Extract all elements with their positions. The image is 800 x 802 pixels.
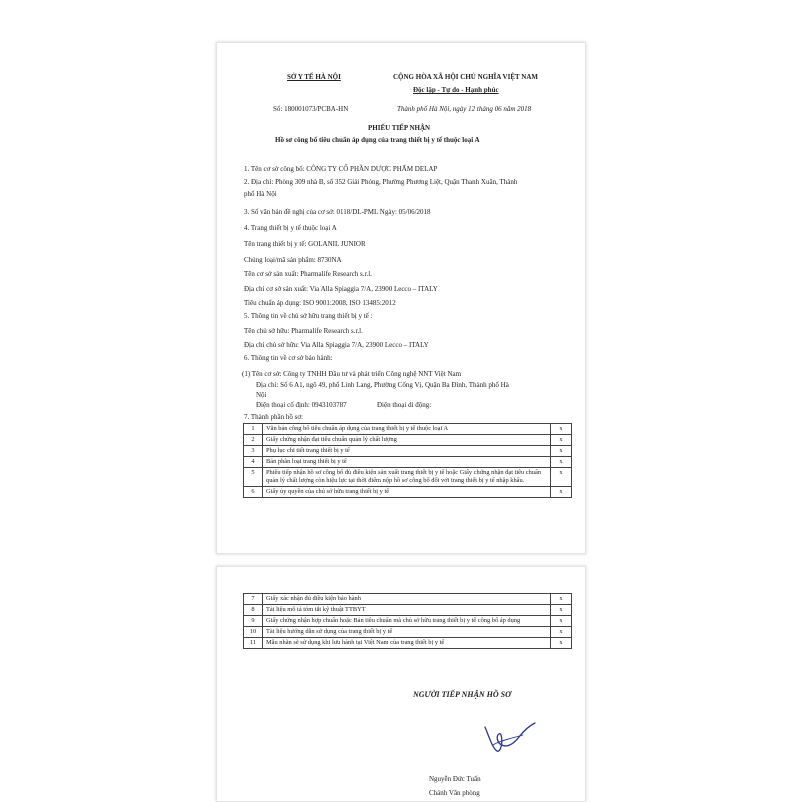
row-check-mark: x xyxy=(551,638,572,649)
row-description: Giấy xác nhận đủ điều kiện bảo hành xyxy=(263,594,551,605)
receiver-title: NGƯỜI TIẾP NHẬN HỒ SƠ xyxy=(413,690,511,699)
reference-number: Số: 180001073/PCBA-HN xyxy=(273,105,349,113)
row-number: 11 xyxy=(244,638,263,649)
row-check-mark: x xyxy=(551,605,572,616)
table-row xyxy=(244,605,572,616)
row-number: 7 xyxy=(244,594,263,605)
components-table xyxy=(243,423,572,498)
body-line: 2. Địa chỉ: Phòng 309 nhà B, số 352 Giải Phóng, Phường Phương Liệt, Quận Thanh Xuân, Thành xyxy=(244,178,518,186)
warranty-address: Địa chỉ: Số 6 A1, ngõ 49, phố Linh Lang, Phường Cống Vị, Quận Ba Đình, Thành phố Hà xyxy=(256,381,509,389)
row-check-mark: x xyxy=(551,446,572,457)
table-row xyxy=(244,435,572,446)
body-line: Địa chỉ cơ sở sản xuất: Via Alla Spiaggia 7/A, 23900 Lecco – ITALY xyxy=(244,285,438,293)
row-description: Giấy chứng nhận đạt tiêu chuẩn quản lý chất lượng xyxy=(263,435,551,446)
row-number: 2 xyxy=(244,435,263,446)
body-line: 1. Tên cơ sở công bố: CÔNG TY CỔ PHẦN DƯỢC PHẨM DELAP xyxy=(244,165,438,173)
warranty-phone: Điện thoại cố định: 0943103787 xyxy=(256,401,347,409)
row-description: Tài liệu hướng dẫn sử dụng của trang thiết bị y tế xyxy=(263,627,551,638)
row-number: 10 xyxy=(244,627,263,638)
body-line: 6. Thông tin về cơ sở bảo hành: xyxy=(244,354,333,362)
row-number: 1 xyxy=(244,424,263,435)
body-line: Tên cơ sở sản xuất: Pharmalife Research s.r.l. xyxy=(244,270,372,278)
signature-image xyxy=(479,715,539,759)
table-row xyxy=(244,638,572,649)
row-description: Phụ lục chi tiết trang thiết bị y tế xyxy=(263,446,551,457)
row-check-mark: x xyxy=(551,424,572,435)
table-row xyxy=(244,446,572,457)
national-motto: Độc lập - Tự do - Hạnh phúc xyxy=(413,86,499,94)
row-check-mark: x xyxy=(551,487,572,498)
table-row xyxy=(244,457,572,468)
signer-name: Nguyễn Đức Tuấn xyxy=(429,775,481,783)
row-number: 3 xyxy=(244,446,263,457)
row-check-mark: x xyxy=(551,616,572,627)
place-date: Thành phố Hà Nội, ngày 12 tháng 06 năm 2018 xyxy=(397,105,532,113)
agency-name: SỞ Y TẾ HÀ NỘI xyxy=(287,73,341,81)
row-check-mark: x xyxy=(551,435,572,446)
row-description: Bản phân loại trang thiết bị y tế xyxy=(263,457,551,468)
body-line: 4. Trang thiết bị y tế thuộc loại A xyxy=(244,224,337,232)
country-name: CỘNG HÒA XÃ HỘI CHỦ NGHĨA VIỆT NAM xyxy=(393,73,539,81)
row-description: Giấy chứng nhận hợp chuẩn hoặc Bản tiêu chuẩn mà chủ sở hữu trang thiết bị y tế công bố áp dụng xyxy=(263,616,551,627)
table-row xyxy=(244,616,572,627)
row-check-mark: x xyxy=(551,468,572,487)
row-description: Phiếu tiếp nhận hồ sơ công bố đủ điều kiện sản xuất trang thiết bị y tế hoặc Giấy chứng nhận đạt tiêu chuẩn quản lý chất lượng còn hiệu lực tại thời điểm nộp hồ sơ công bố đối với trang thiết bị y tế nhập khẩu. xyxy=(263,468,551,487)
row-number: 5 xyxy=(244,468,263,487)
row-number: 9 xyxy=(244,616,263,627)
body-line: Chủng loại/mã sản phẩm: 8730NA xyxy=(244,256,342,264)
body-line: Tiêu chuẩn áp dụng: ISO 9001:2008, ISO 13485:2012 xyxy=(244,299,396,307)
components-table-continued xyxy=(243,593,572,649)
body-line: Địa chỉ chủ sở hữu: Via Alla Spiaggia 7/A, 23900 Lecco – ITALY xyxy=(244,341,429,349)
table-row xyxy=(244,487,572,498)
row-number: 8 xyxy=(244,605,263,616)
table-row xyxy=(244,468,572,487)
body-line: Tên chủ sở hữu: Pharmalife Research s.r.l. xyxy=(244,327,363,335)
document-page-1 xyxy=(216,42,586,554)
row-description: Tài liệu mô tả tóm tắt kỹ thuật TTBYT xyxy=(263,605,551,616)
form-subtitle: Hồ sơ công bố tiêu chuẩn áp dụng của trang thiết bị y tế thuộc loại A xyxy=(275,136,480,144)
body-line: 3. Số văn bản đề nghị của cơ sở: 0118/DL-PML Ngày: 05/06/2018 xyxy=(244,208,431,216)
row-check-mark: x xyxy=(551,457,572,468)
warranty-name: (1) Tên cơ sở: Công ty TNHH Đầu tư và phát triển Công nghệ NNT Việt Nam xyxy=(242,370,462,378)
row-number: 4 xyxy=(244,457,263,468)
row-description: Mẫu nhãn sẽ sử dụng khi lưu hành tại Việt Nam của trang thiết bị y tế xyxy=(263,638,551,649)
body-line: Tên trang thiết bị y tế: GOLANIL JUNIOR xyxy=(244,240,366,248)
form-title: PHIẾU TIẾP NHẬN xyxy=(368,124,431,132)
row-number: 6 xyxy=(244,487,263,498)
row-check-mark: x xyxy=(551,594,572,605)
warranty-address-cont: Nội xyxy=(256,391,267,399)
warranty-mobile: Điện thoại di động: xyxy=(377,401,432,409)
table-row xyxy=(244,594,572,605)
table-row xyxy=(244,424,572,435)
table-row xyxy=(244,627,572,638)
row-description: Giấy ủy quyền của chủ sở hữu trang thiết bị y tế xyxy=(263,487,551,498)
row-check-mark: x xyxy=(551,627,572,638)
document-page-2 xyxy=(216,566,586,802)
components-heading: 7. Thành phần hồ sơ: xyxy=(244,413,303,421)
body-line: 5. Thông tin về chủ sở hữu trang thiết bị y tế : xyxy=(244,312,373,320)
row-description: Văn bản công bố tiêu chuẩn áp dụng của trang thiết bị y tế thuộc loại A xyxy=(263,424,551,435)
body-line: phố Hà Nội xyxy=(244,190,277,198)
signer-title: Chánh Văn phòng xyxy=(429,789,480,797)
